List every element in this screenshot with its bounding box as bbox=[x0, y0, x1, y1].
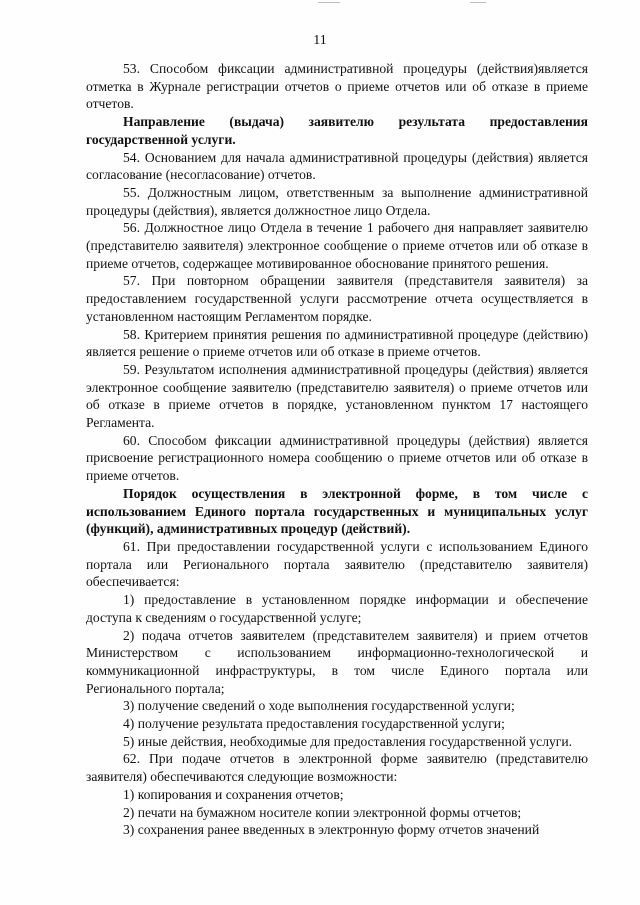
scan-artifact bbox=[470, 2, 486, 3]
section-heading-result-delivery: Направление (выдача) заявителю результата предоставления государственной услуги. bbox=[86, 114, 588, 147]
paragraph-53: 53. Способом фиксации административной процедуры (действия)является отметка в Журнале регистрации отчетов о приеме отчетов или об отказе в приеме отчетов. bbox=[86, 61, 588, 112]
section-heading-electronic-form: Порядок осуществления в электронной форме, в том числе с использованием Единого портала государственных и муниципальных услуг (функций), административных процедур (действий). bbox=[86, 485, 588, 537]
list-item-61-4: 4) получение результата предоставления государственной услуги; bbox=[123, 716, 505, 732]
paragraph-60: 60. Способом фиксации административной процедуры (действия) является присвоение регистрационного номера сообщению о приеме отчетов или об отказе в приеме отчетов. bbox=[86, 432, 588, 484]
list-item-62-3: 3) сохранения ранее введенных в электронную форму отчетов значений bbox=[123, 822, 540, 838]
list-item-62-2: 2) печати на бумажном носителе копии электронной формы отчетов; bbox=[123, 804, 522, 820]
scan-artifact bbox=[318, 2, 340, 3]
paragraph-55: 55. Должностным лицом, ответственным за выполнение административной процедуры (действия), является должностное лицо Отдела. bbox=[86, 184, 588, 218]
paragraph-59: 59. Результатом исполнения административной процедуры (действия) является электронное сообщение заявителю (представителю заявителя) о приеме отчетов или об отказе в приеме отчетов в порядке, установленном пунктом 17 настоящего Регламента. bbox=[86, 361, 588, 431]
page-number: 11 bbox=[313, 33, 327, 48]
paragraph-54: 54. Основанием для начала административной процедуры (действия) является согласование (несогласование) отчетов. bbox=[86, 149, 588, 183]
body-text bbox=[86, 60, 588, 839]
paragraph-56: 56. Должностное лицо Отдела в течение 1 рабочего дня направляет заявителю (представителю заявителя) электронное сообщение о приеме отчетов или об отказе в приеме отчетов, содержащее мотивированное обоснование принятого решения. bbox=[86, 220, 588, 271]
paragraph-62: 62. При подаче отчетов в электронной форме заявителю (представителю заявителя) обеспечиваются следующие возможности: bbox=[86, 751, 588, 785]
list-item-61-5: 5) иные действия, необходимые для предоставления государственной услуги. bbox=[123, 733, 573, 749]
list-item-62-1: 1) копирования и сохранения отчетов; bbox=[123, 786, 344, 802]
paragraph-58: 58. Критерием принятия решения по административной процедуре (действию) является решение о приеме отчетов или об отказе в приеме отчетов. bbox=[86, 326, 588, 360]
paragraph-61: 61. При предоставлении государственной услуги с использованием Единого портала или Регионального портала заявителю (представителю заявителя) обеспечивается: bbox=[86, 538, 588, 590]
list-item-61-1: 1) предоставление в установленном порядке информации и обеспечение доступа к сведениям о государственной услуге; bbox=[86, 592, 588, 625]
list-item-61-3: 3) получение сведений о ходе выполнения государственной услуги; bbox=[123, 698, 515, 714]
list-item-61-2: 2) подача отчетов заявителем (представителем заявителя) и прием отчетов Министерством с использованием информационно-технологической и коммуникационной инфраструктуры, в том числе Единого портала или Регионального портала; bbox=[86, 627, 588, 696]
paragraph-57: 57. При повторном обращении заявителя (представителя заявителя) за предоставлением государственной услуги рассмотрение отчета осуществляется в установленном настоящим Регламентом порядке. bbox=[86, 273, 588, 324]
